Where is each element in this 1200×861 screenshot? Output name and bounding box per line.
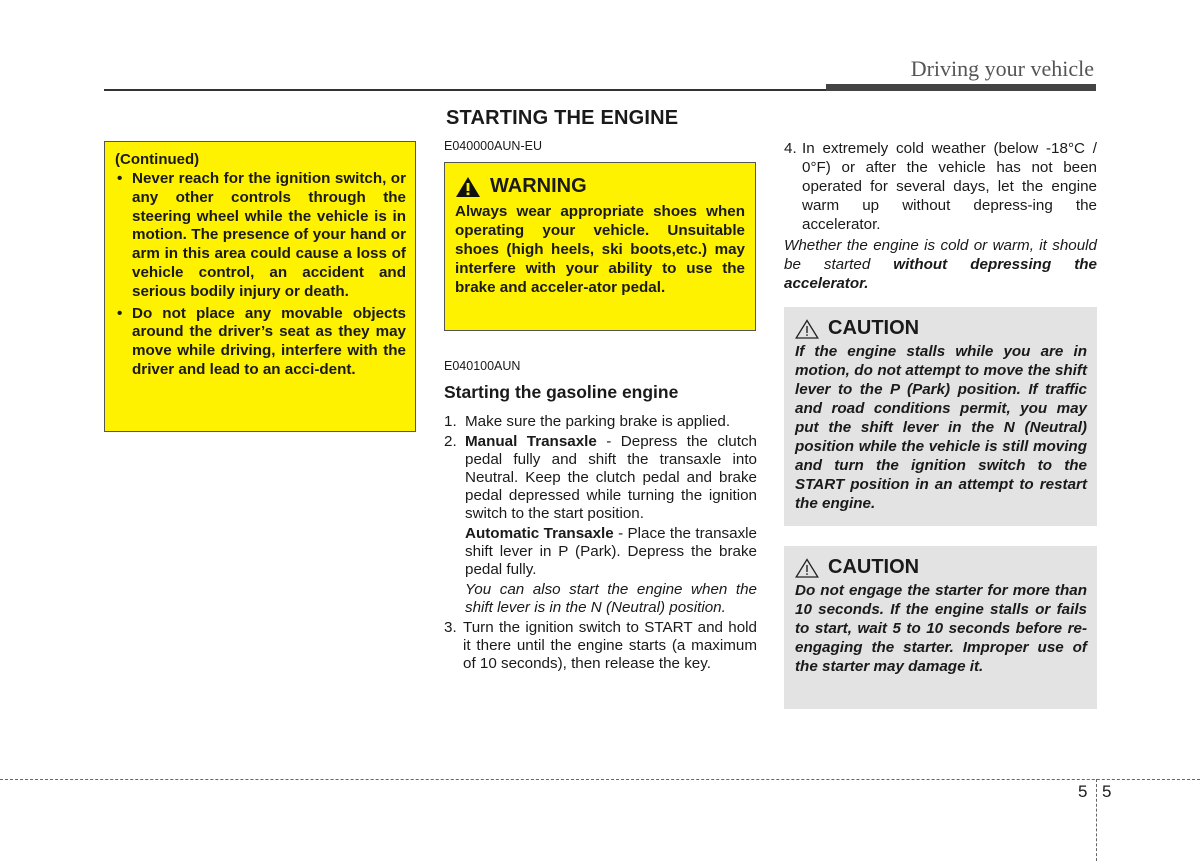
header-rule bbox=[104, 89, 826, 91]
bullet-marker: • bbox=[117, 170, 123, 187]
caution-header bbox=[795, 556, 1087, 579]
footer-page-divider bbox=[1096, 779, 1097, 861]
step-text: Turn the ignition switch to START and hold it there until the engine starts (a maximum of 10 seconds), then release the key. bbox=[463, 619, 757, 672]
warning-box bbox=[444, 162, 756, 331]
continued-label: (Continued) bbox=[115, 151, 200, 168]
chapter-number: 5 bbox=[1078, 782, 1088, 801]
neutral-note: You can also start the engine when the shift lever is in the N (Neutral) position. bbox=[465, 581, 757, 616]
warning-title: WARNING bbox=[490, 175, 587, 197]
continued-warning-box bbox=[104, 141, 416, 432]
automatic-transaxle-label: Automatic Transaxle bbox=[465, 525, 614, 542]
section-title: Driving your vehicle bbox=[910, 56, 1094, 81]
caution-title: CAUTION bbox=[828, 317, 920, 339]
caution-box bbox=[784, 307, 1097, 526]
step-4 bbox=[784, 139, 1097, 234]
manual-transaxle-text bbox=[465, 433, 757, 523]
header-rule-accent bbox=[826, 84, 1096, 91]
step-2 bbox=[444, 433, 757, 617]
section-code: E040000AUN-EU bbox=[444, 139, 542, 153]
step-text: In extremely cold weather (below -18°C / 0°F) or after the vehicle has not been operated for several days, let the engine warm up without depress-ing the accelerator. bbox=[802, 140, 1097, 233]
section-code: E040100AUN bbox=[444, 359, 521, 373]
list-item bbox=[115, 170, 406, 302]
bullet-text: Do not place any movable objects around the driver’s seat as they may move while driving, interfere with the driver and lead to an acci-dent. bbox=[132, 304, 406, 378]
manual-transaxle-desc: - Depress the clutch pedal fully and shift the transaxle into Neutral. Keep the clutch pedal and brake pedal depressed while turning the ignition switch to the start position. bbox=[465, 433, 757, 522]
bullet-text: Never reach for the ignition switch, or any other controls through the steering wheel while the vehicle is in motion. The presence of your hand or arm in this area could cause a loss of vehicle control, an accident and serious bodily injury or death. bbox=[132, 170, 406, 300]
automatic-transaxle-desc: - Place the transaxle shift lever in P (Park). Depress the brake pedal fully. bbox=[465, 525, 757, 578]
caution-header bbox=[795, 317, 1087, 340]
subsection-title: Starting the gasoline engine bbox=[444, 382, 679, 402]
step-number: 4. bbox=[784, 140, 797, 157]
caution-triangle-icon bbox=[795, 319, 819, 339]
start-note bbox=[784, 236, 1097, 293]
step-text: Make sure the parking brake is applied. bbox=[465, 413, 731, 430]
automatic-transaxle-text bbox=[465, 525, 757, 579]
warning-text: Always wear appropriate shoes when operating your vehicle. Unsuitable shoes (high heels, ski boots,etc.) may interfere with your ability to use the brake and acceler-ator pedal. bbox=[455, 203, 745, 296]
page-title: STARTING THE ENGINE bbox=[446, 107, 679, 129]
step-number: 2. bbox=[444, 433, 457, 450]
warning-triangle-icon bbox=[455, 176, 481, 198]
warning-bullet-list bbox=[115, 170, 406, 380]
list-item bbox=[115, 305, 406, 380]
warning-header bbox=[455, 175, 745, 198]
bullet-marker: • bbox=[117, 304, 123, 322]
right-column bbox=[784, 139, 1097, 293]
step-number: 1. bbox=[444, 413, 457, 430]
caution-text: Do not engage the starter for more than 10 seconds. If the engine stalls or fails to start, wait 5 to 10 seconds before re-engaging the starter. Improper use of the starter may damage it. bbox=[795, 582, 1087, 675]
procedure-steps bbox=[444, 413, 757, 673]
caution-title: CAUTION bbox=[828, 556, 920, 578]
caution-text: If the engine stalls while you are in motion, do not attempt to move the shift lever to the P (Park) position. If traffic and road conditions permit, you may put the shift lever in the N (Neutral) position while the vehicle is still moving and turn the ignition switch to the START position in an attempt to restart the engine. bbox=[795, 343, 1087, 512]
step-number: 3. bbox=[444, 619, 457, 636]
start-note-emphasis: without depressing the accelerator. bbox=[784, 256, 1097, 292]
step-3 bbox=[444, 619, 757, 673]
step-1 bbox=[444, 413, 757, 431]
footer-divider bbox=[0, 779, 1200, 780]
caution-triangle-icon bbox=[795, 558, 819, 578]
manual-transaxle-label: Manual Transaxle bbox=[465, 433, 597, 450]
caution-box bbox=[784, 546, 1097, 709]
start-note-text: Whether the engine is cold or warm, it should be started bbox=[784, 237, 1097, 273]
page-number: 5 bbox=[1102, 782, 1112, 801]
